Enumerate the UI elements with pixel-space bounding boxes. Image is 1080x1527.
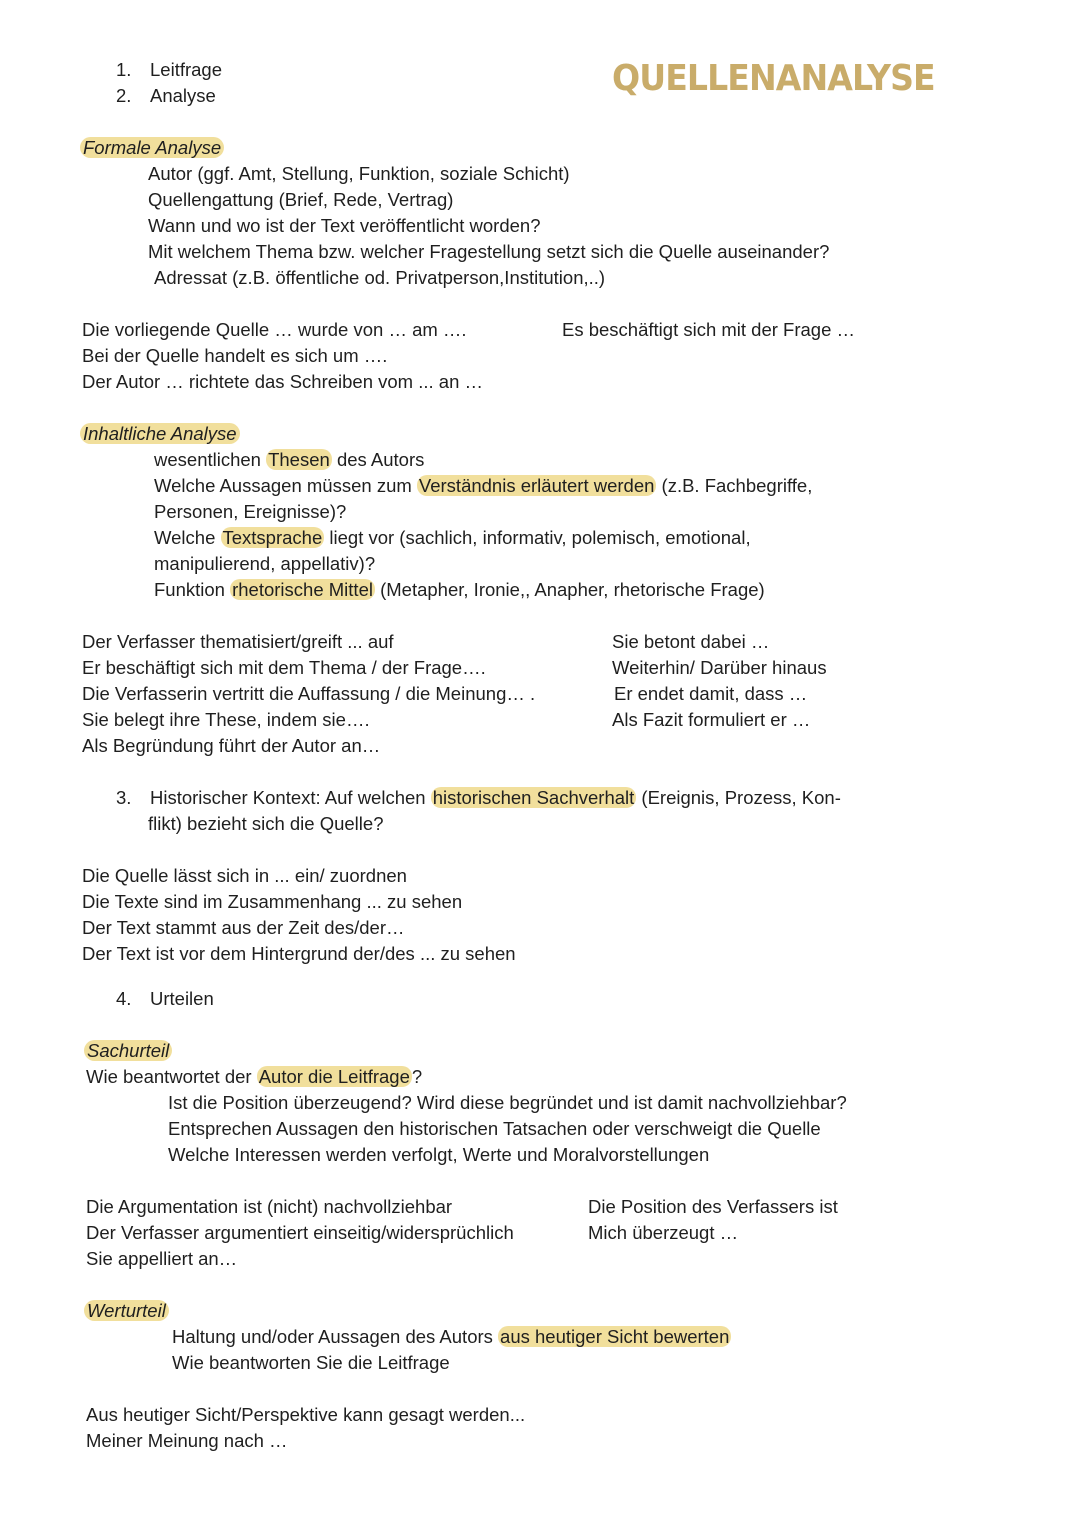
toc-item: 2. Analyse [116,85,216,106]
section-heading-werturteil: Werturteil [84,1300,169,1322]
phrase: Als Fazit formuliert er … [612,709,811,730]
sachurteil-question: Wie beantwortet der Autor die Leitfrage ? [86,1066,423,1087]
content-point: Welche Aussagen müssen zum Verständnis erläutert werden (z.B. Fachbegriffe, [154,475,813,496]
toc-item: 1. Leitfrage [116,59,222,80]
formal-point: Autor (ggf. Amt, Stellung, Funktion, soziale Schicht) [148,163,570,184]
werturteil-point: Wie beantworten Sie die Leitfrage [172,1352,450,1373]
phrase: Sie belegt ihre These, indem sie…. [82,709,370,730]
phrase: Bei der Quelle handelt es sich um …. [82,345,388,366]
section-heading-content: Inhaltliche Analyse [80,423,240,445]
phrase: Weiterhin/ Darüber hinaus [612,657,827,678]
content-point-cont: manipulierend, appellativ)? [154,553,376,574]
phrase: Es beschäftigt sich mit der Frage … [562,319,856,340]
sachurteil-point: Entsprechen Aussagen den historischen Tatsachen oder verschweigt die Quelle [168,1118,821,1139]
formal-point: Adressat (z.B. öffentliche od. Privatperson,Institution,..) [154,267,606,288]
phrase: Die Texte sind im Zusammenhang ... zu sehen [82,891,463,912]
content-point-cont: Personen, Ereignisse)? [154,501,347,522]
context-question: 3. Historischer Kontext: Auf welchen historischen Sachverhalt (Ereignis, Prozess, Kon- [116,787,841,808]
phrase: Der Text ist vor dem Hintergrund der/des ... zu sehen [82,943,516,964]
phrase: Die Verfasserin vertritt die Auffassung / die Meinung… . [82,683,536,704]
content-point: Welche Textsprache liegt vor (sachlich, informativ, polemisch, emotional, [154,527,751,548]
phrase: Der Verfasser thematisiert/greift ... auf [82,631,394,652]
phrase: Der Verfasser argumentiert einseitig/widersprüchlich [86,1222,514,1243]
section-heading-sachurteil: Sachurteil [84,1040,172,1062]
phrase: Die vorliegende Quelle … wurde von … am …. [82,319,467,340]
phrase: Er endet damit, dass … [614,683,808,704]
phrase: Sie appelliert an… [86,1248,238,1269]
phrase: Die Quelle lässt sich in ... ein/ zuordnen [82,865,407,886]
phrase: Der Autor … richtete das Schreiben vom ... an … [82,371,484,392]
sachurteil-point: Ist die Position überzeugend? Wird diese begründet und ist damit nachvollziehbar? [168,1092,847,1113]
content-point: wesentlichen Thesen des Autors [154,449,425,470]
toc-item: 4. Urteilen [116,988,214,1009]
phrase: Die Argumentation ist (nicht) nachvollziehbar [86,1196,453,1217]
phrase: Der Text stammt aus der Zeit des/der… [82,917,405,938]
section-heading-formal: Formale Analyse [80,137,224,159]
context-question-cont: flikt) bezieht sich die Quelle? [148,813,384,834]
werturteil-point: Haltung und/oder Aussagen des Autors aus heutiger Sicht bewerten [172,1326,730,1347]
page-title: QUELLENANALYSE [612,58,935,99]
phrase: Als Begründung führt der Autor an… [82,735,381,756]
formal-point: Mit welchem Thema bzw. welcher Fragestellung setzt sich die Quelle auseinander? [148,241,830,262]
phrase: Sie betont dabei … [612,631,770,652]
sachurteil-point: Welche Interessen werden verfolgt, Werte und Moralvorstellungen [168,1144,710,1165]
phrase: Meiner Meinung nach … [86,1430,288,1451]
phrase: Mich überzeugt … [588,1222,739,1243]
phrase: Er beschäftigt sich mit dem Thema / der Frage…. [82,657,486,678]
phrase: Aus heutiger Sicht/Perspektive kann gesagt werden... [86,1404,526,1425]
formal-point: Wann und wo ist der Text veröffentlicht worden? [148,215,541,236]
phrase: Die Position des Verfassers ist [588,1196,838,1217]
content-point: Funktion rhetorische Mittel (Metapher, Ironie,, Anapher, rhetorische Frage) [154,579,765,600]
formal-point: Quellengattung (Brief, Rede, Vertrag) [148,189,454,210]
